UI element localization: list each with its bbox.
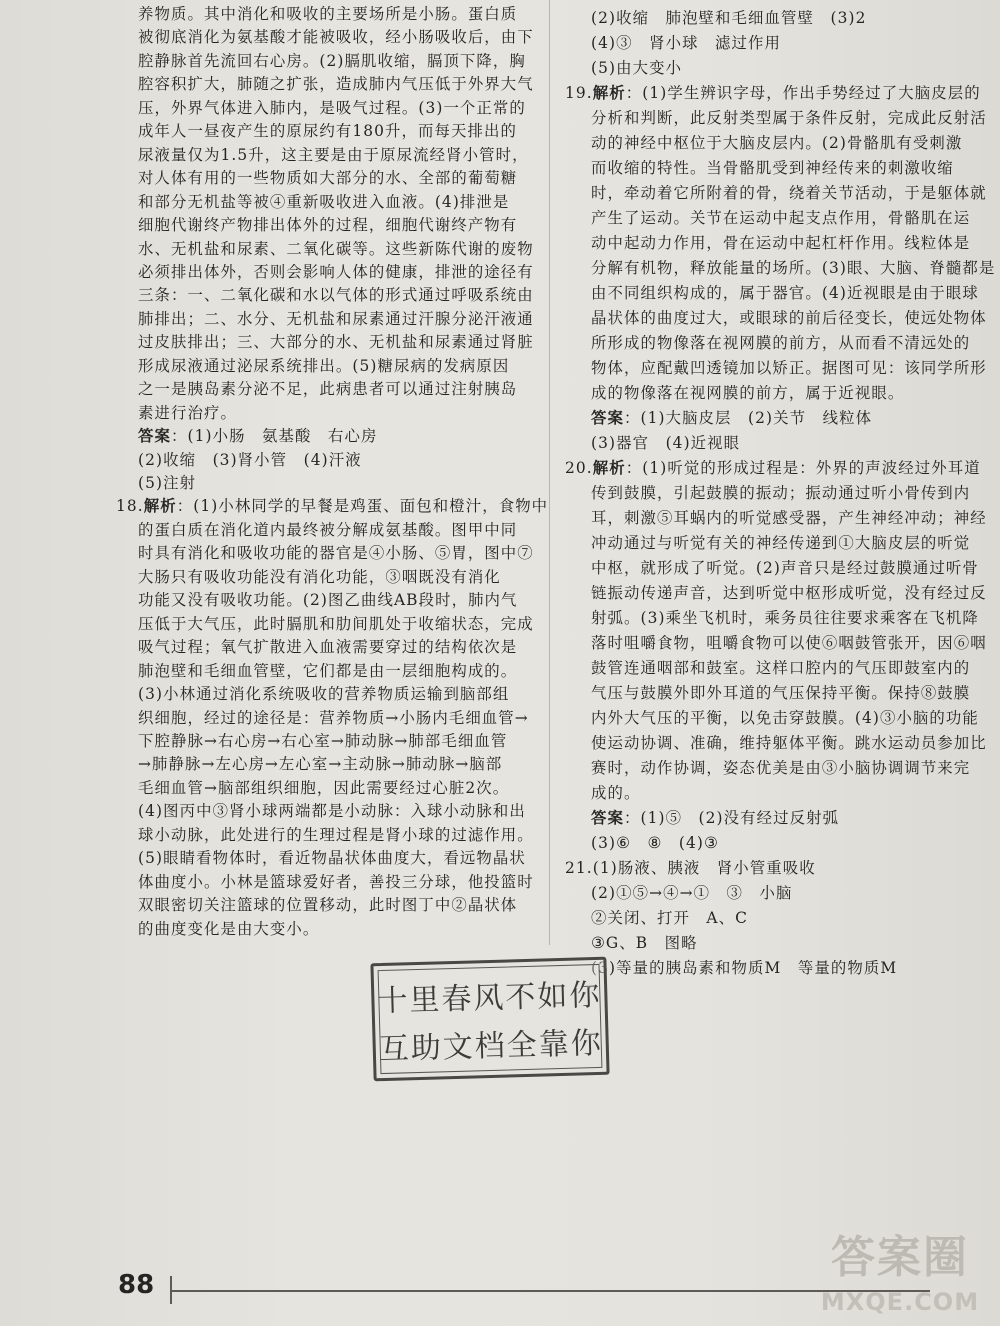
- text-line: (5)注射: [138, 474, 197, 492]
- text-line: 耳，刺激⑤耳蜗内的听觉感受器，产生神经冲动；神经: [591, 509, 987, 527]
- text-line: 形成尿液通过泌尿系统排出。(5)糖尿病的发病原因: [138, 356, 510, 375]
- text-line: 织细胞，经过的途径是：营养物质→小肠内毛细血管→: [138, 708, 529, 727]
- text-line: 吸气过程；氧气扩散进入血液需要穿过的结构依次是: [138, 638, 518, 657]
- text-line: 产生了运动。关节在运动中起支点作用，骨骼肌在运: [591, 209, 971, 227]
- text-line: 尿液量仅为1.5升，这主要是由于原尿流经肾小管时，: [138, 145, 529, 164]
- text-line: 压，外界气体进入肺内，是吸气过程。(3)一个正常的: [138, 98, 526, 117]
- watermark-stamp: [370, 957, 609, 1082]
- text-line: (2)收缩 肺泡壁和毛细血管壁 (3)2: [591, 9, 867, 27]
- text-line: 下腔静脉→右心房→右心室→肺动脉→肺部毛细血管: [138, 731, 508, 750]
- text-line: 成年人一昼夜产生的原尿约有180升，而每天排出的: [138, 122, 517, 141]
- text-line: 被彻底消化为氨基酸才能被吸收，经小肠吸收后，由下: [138, 28, 534, 47]
- text-line: 赛时，动作协调，姿态优美是由③小脑协调调节来完: [591, 759, 971, 777]
- text-line: 成的。: [591, 784, 641, 802]
- text-line: 20.解析：(1)听觉的形成过程是：外界的声波经过外耳道: [565, 459, 981, 477]
- text-line: 肺排出；二、水分、无机盐和尿素通过汗腺分泌汗液通: [138, 309, 534, 328]
- text-line: 传到鼓膜，引起鼓膜的振动；振动通过听小骨传到内: [591, 484, 971, 502]
- text-line: 中枢，就形成了听觉。(2)声音只是经过鼓膜通过听骨: [591, 559, 979, 577]
- text-line: 肺泡壁和毛细血管壁，它们都是由一层细胞构成的。: [138, 661, 518, 680]
- text-line: →肺静脉→左心房→左心室→主动脉→肺动脉→脑部: [138, 755, 503, 774]
- text-line: 时，牵动着它所附着的骨，绕着关节活动，于是躯体就: [591, 184, 987, 202]
- text-line: 体曲度小。小林是篮球爱好者，善投三分球，他投篮时: [138, 872, 534, 891]
- text-line: 腔容积扩大，肺随之扩张，造成肺内气压低于外界大气: [138, 75, 534, 94]
- text-line: 成的物像落在视网膜的前方，属于近视眼。: [591, 384, 905, 402]
- page-number: 88: [118, 1270, 155, 1300]
- text-line: (3)⑥ ⑧ (4)③: [591, 834, 719, 852]
- text-line: 由不同组织构成的，属于器官。(4)近视眼是由于眼球: [591, 284, 979, 302]
- text-line: 素进行治疗。: [138, 403, 237, 422]
- text-line: 对人体有用的一些物质如大部分的水、全部的葡萄糖: [138, 169, 518, 188]
- text-line: ③G、B 图略: [591, 934, 698, 952]
- text-line: 答案：(1)⑤ (2)没有经过反射弧: [591, 809, 840, 827]
- text-line: (5)由大变小: [591, 59, 683, 77]
- text-line: (4)③ 肾小球 滤过作用: [591, 34, 782, 52]
- text-line: 三条：一、二氧化碳和水以气体的形式通过呼吸系统由: [138, 286, 534, 305]
- site-logo: [810, 1228, 990, 1318]
- text-line: (4)图丙中③肾小球两端都是小动脉：入球小动脉和出: [138, 802, 526, 821]
- column-divider: [549, 0, 550, 945]
- text-line: 时具有消化和吸收功能的器官是④小肠、⑤胃，图中⑦: [138, 544, 534, 563]
- text-line: 链振动传递声音，达到听觉中枢形成听觉，没有经过反: [591, 584, 987, 602]
- logo-url: MXQE.COM: [820, 1288, 980, 1316]
- text-line: 所形成的物像落在视网膜的前方，从而看不清远处的: [591, 334, 971, 352]
- text-line: 分析和判断，此反射类型属于条件反射，完成此反射活: [591, 109, 987, 127]
- text-line: 双眼密切关注篮球的位置移动，此时图丁中②晶状体: [138, 896, 518, 915]
- text-line: 必须排出体外，否则会影响人体的健康，排泄的途径有: [138, 262, 534, 281]
- text-line: (3)等量的胰岛素和物质M 等量的物质M: [591, 959, 898, 977]
- text-line: 鼓管连通咽部和鼓室。这样口腔内的气压即鼓室内的: [591, 659, 971, 677]
- text-line: 腔静脉首先流回右心房。(2)膈肌收缩，膈顶下降，胸: [138, 51, 526, 70]
- text-line: 养物质。其中消化和吸收的主要场所是小肠。蛋白质: [138, 5, 518, 23]
- text-line: (5)眼睛看物体时，看近物晶状体曲度大，看远物晶状: [138, 849, 526, 868]
- text-line: 物体，应配戴凹透镜加以矫正。据图可见：该同学所形: [591, 359, 987, 377]
- text-line: 19.解析：(1)学生辨识字母，作出手势经过了大脑皮层的: [565, 84, 981, 102]
- text-line: 之一是胰岛素分泌不足，此病患者可以通过注射胰岛: [138, 380, 518, 399]
- text-line: 的曲度变化是由大变小。: [138, 919, 320, 938]
- text-line: 的蛋白质在消化道内最终被分解成氨基酸。图甲中同: [138, 520, 518, 539]
- text-line: ②关闭、打开 A、C: [591, 909, 749, 927]
- stamp-line-1: 十里春风不如你: [376, 977, 602, 1020]
- text-line: 动的神经中枢位于大脑皮层内。(2)骨骼肌有受刺激: [591, 134, 963, 152]
- text-line: 射弧。(3)乘坐飞机时，乘务员往往要求乘客在飞机降: [591, 609, 979, 627]
- text-line: 使运动协调、准确，维持躯体平衡。跳水运动员参加比: [591, 734, 987, 752]
- text-line: 答案：(1)小肠 氨基酸 右心房: [138, 427, 378, 446]
- text-line: 晶状体的曲度过大，或眼球的前后径变长，使远处物体: [591, 309, 987, 327]
- text-line: 过皮肤排出；三、大部分的水、无机盐和尿素通过肾脏: [138, 333, 534, 352]
- text-line: (2)①⑤→④→① ③ 小脑: [591, 884, 793, 902]
- text-line: 分解有机物，释放能量的场所。(3)眼、大脑、脊髓都是: [591, 259, 996, 277]
- text-line: 球小动脉，此处进行的生理过程是肾小球的过滤作用。: [138, 825, 534, 844]
- stamp-line-2: 互助文档全靠你: [378, 1025, 604, 1068]
- text-line: (3)器官 (4)近视眼: [591, 434, 741, 452]
- text-line: 压低于大气压，此时膈肌和肋间肌处于收缩状态，完成: [138, 614, 534, 633]
- text-line: 和部分无机盐等被④重新吸收进入血液。(4)排泄是: [138, 192, 510, 211]
- text-line: 冲动通过与听觉有关的神经传递到①大脑皮层的听觉: [591, 534, 971, 552]
- text-line: 水、无机盐和尿素、二氧化碳等。这些新陈代谢的废物: [138, 239, 534, 258]
- text-line: 18.解析：(1)小林同学的早餐是鸡蛋、面包和橙汁，食物中: [116, 497, 549, 516]
- text-line: 答案：(1)大脑皮层 (2)关节 线粒体: [591, 409, 873, 427]
- text-line: 21.(1)肠液、胰液 肾小管重吸收: [565, 859, 816, 877]
- text-line: 而收缩的特性。当骨骼肌受到神经传来的刺激收缩: [591, 159, 954, 177]
- text-line: 细胞代谢终产物排出体外的过程，细胞代谢终产物有: [138, 216, 518, 235]
- text-line: 功能又没有吸收功能。(2)图乙曲线AB段时，肺内气: [138, 591, 518, 610]
- text-line: 落时咀嚼食物，咀嚼食物可以使⑥咽鼓管张开，因⑥咽: [591, 634, 987, 652]
- logo-mark: 答案圈: [831, 1232, 969, 1283]
- text-line: 气压与鼓膜外即外耳道的气压保持平衡。保持⑧鼓膜: [591, 684, 971, 702]
- text-line: 毛细血管→脑部组织细胞，因此需要经过心脏2次。: [138, 778, 510, 797]
- text-line: 大肠只有吸收功能没有消化功能，③咽既没有消化: [138, 567, 501, 586]
- text-line: 内外大气压的平衡，以免击穿鼓膜。(4)③小脑的功能: [591, 709, 979, 727]
- text-line: (2)收缩 (3)肾小管 (4)汗液: [138, 450, 362, 469]
- text-line: (3)小林通过消化系统吸收的营养物质运输到脑部组: [138, 685, 510, 704]
- text-line: 动中起动力作用，骨在运动中起杠杆作用。线粒体是: [591, 234, 971, 252]
